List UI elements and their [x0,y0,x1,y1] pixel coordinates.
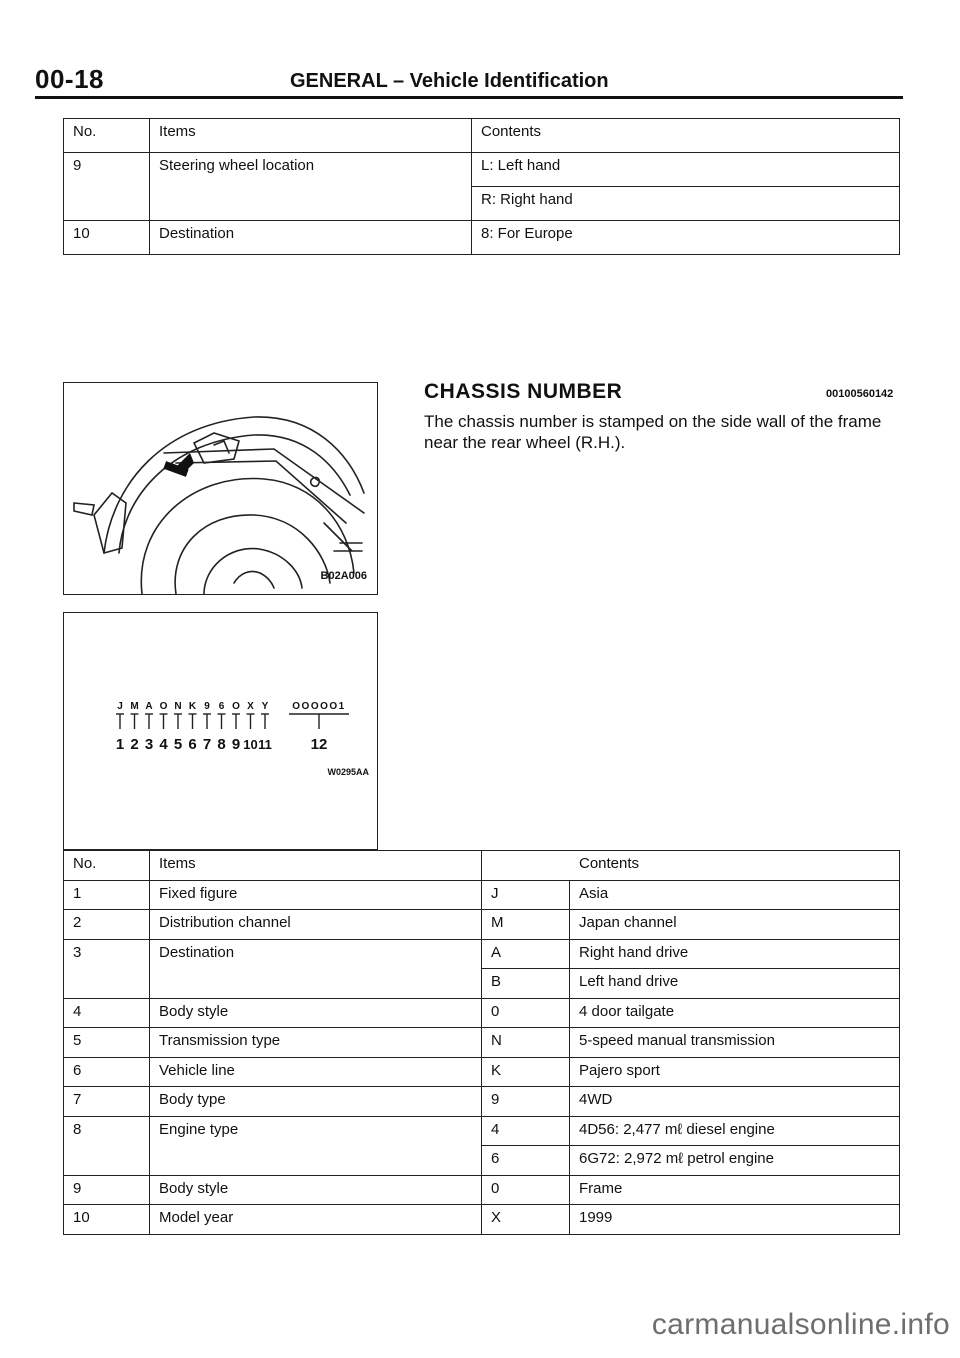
row-no: 7 [64,1087,150,1117]
header-rule [35,96,903,99]
row-no: 2 [64,910,150,940]
row-item: Transmission type [150,1028,482,1058]
row-content: 6G72: 2,972 mℓ petrol engine [570,1146,900,1176]
table-row [64,153,900,187]
chassis-number-table [63,850,900,1235]
row-item-continued [150,1146,482,1176]
vin-letter: J [117,701,123,712]
row-content: Japan channel [570,910,900,940]
table-row [64,221,900,255]
header-cell-contents: Contents [472,119,900,153]
row-no: 10 [64,1205,150,1235]
row-no: 8 [64,1116,150,1146]
vin-position-number: 7 [202,736,212,753]
arrow-icon [163,453,194,477]
figure-code: W0295AA [327,767,369,777]
row-code: 9 [482,1087,570,1117]
row-code: M [482,910,570,940]
row-code: 6 [482,1146,570,1176]
header-cell-items: Items [150,851,482,881]
row-code: X [482,1205,570,1235]
row-code: N [482,1028,570,1058]
vin-serial: OOOOO1 [292,701,346,712]
row-no-continued [64,969,150,999]
row-content: 8: For Europe [472,221,900,255]
row-code: B [482,969,570,999]
row-no: 4 [64,998,150,1028]
row-code: K [482,1057,570,1087]
vin-letter: 9 [204,701,210,712]
table-row [64,1205,900,1235]
table-row [64,1028,900,1058]
table-row [64,998,900,1028]
row-no: 10 [64,221,150,255]
table-row [64,1175,900,1205]
vin-position-number: 10 [243,737,258,752]
vin-letter: A [145,701,153,712]
table-row [64,969,900,999]
vin-letter: M [130,701,139,712]
section-title: CHASSIS NUMBER [424,380,623,403]
vin-breakdown-figure [63,612,378,850]
row-item: Distribution channel [150,910,482,940]
vin-position-number: 3 [144,736,154,753]
row-item-continued [150,187,472,221]
table-row [64,910,900,940]
row-item: Model year [150,1205,482,1235]
row-item: Body type [150,1087,482,1117]
row-content: Right hand drive [570,939,900,969]
row-code: 0 [482,1175,570,1205]
vin-letter: Y [261,701,269,712]
table-row [64,187,900,221]
figure-code: B02A006 [320,570,367,582]
table-header-row [64,119,900,153]
row-no-continued [64,187,150,221]
page-number: 00-18 [35,64,104,94]
table-row [64,1057,900,1087]
header-cell-items: Items [150,119,472,153]
vin-letter: O [232,701,240,712]
page-title: GENERAL – Vehicle Identification [290,70,609,92]
vin-serial-number: 12 [310,736,328,753]
header-cell-no: No. [64,119,150,153]
row-item: Body style [150,998,482,1028]
row-content: Frame [570,1175,900,1205]
table-row [64,880,900,910]
watermark: carmanualsonline.info [651,1308,950,1341]
row-item: Vehicle line [150,1057,482,1087]
row-no: 5 [64,1028,150,1058]
row-content: 4 door tailgate [570,998,900,1028]
row-item: Destination [150,939,482,969]
row-no: 9 [64,1175,150,1205]
row-content: Pajero sport [570,1057,900,1087]
header-cell-no: No. [64,851,150,881]
row-content: L: Left hand [472,153,900,187]
steering-destination-table [63,118,900,255]
row-content: Asia [570,880,900,910]
vin-position-number: 4 [159,736,168,753]
vin-letter: X [247,701,254,712]
table-row [64,1116,900,1146]
row-item: Body style [150,1175,482,1205]
vin-position-number: 9 [231,736,241,753]
row-item: Steering wheel location [150,153,472,187]
table-row [64,939,900,969]
row-no: 1 [64,880,150,910]
table-row [64,1146,900,1176]
header-cell-contents: Contents [482,851,900,881]
chassis-location-figure [63,382,378,595]
vin-position-number: 5 [173,736,183,753]
vin-letter: K [188,701,197,712]
row-content: 4WD [570,1087,900,1117]
row-no-continued [64,1146,150,1176]
row-item: Fixed figure [150,880,482,910]
row-item: Destination [150,221,472,255]
vin-letter: N [174,701,182,712]
row-content: R: Right hand [472,187,900,221]
row-no: 6 [64,1057,150,1087]
row-code: J [482,880,570,910]
table-row [64,1087,900,1117]
row-item-continued [150,969,482,999]
vin-letter: 6 [218,701,225,712]
vin-breakdown-diagram [64,613,377,849]
vin-position-number: 2 [130,736,139,753]
table-header-row [64,851,900,881]
row-no: 9 [64,153,150,187]
section-body: The chassis number is stamped on the side wall of the frame near the rear wheel (R.H.). [424,412,882,452]
vin-position-number: 6 [188,736,197,753]
chassis-number-location-illustration [64,383,377,594]
section-code: 00100560142 [826,388,894,400]
row-code: 0 [482,998,570,1028]
vin-position-number: 1 [115,736,125,753]
vin-position-number: 11 [258,737,272,752]
row-content: 4D56: 2,477 mℓ diesel engine [570,1116,900,1146]
vin-position-number: 8 [217,736,226,753]
row-code: 4 [482,1116,570,1146]
row-content: 5-speed manual transmission [570,1028,900,1058]
row-content: 1999 [570,1205,900,1235]
row-item: Engine type [150,1116,482,1146]
row-no: 3 [64,939,150,969]
row-code: A [482,939,570,969]
vin-letter: O [159,701,168,712]
row-content: Left hand drive [570,969,900,999]
